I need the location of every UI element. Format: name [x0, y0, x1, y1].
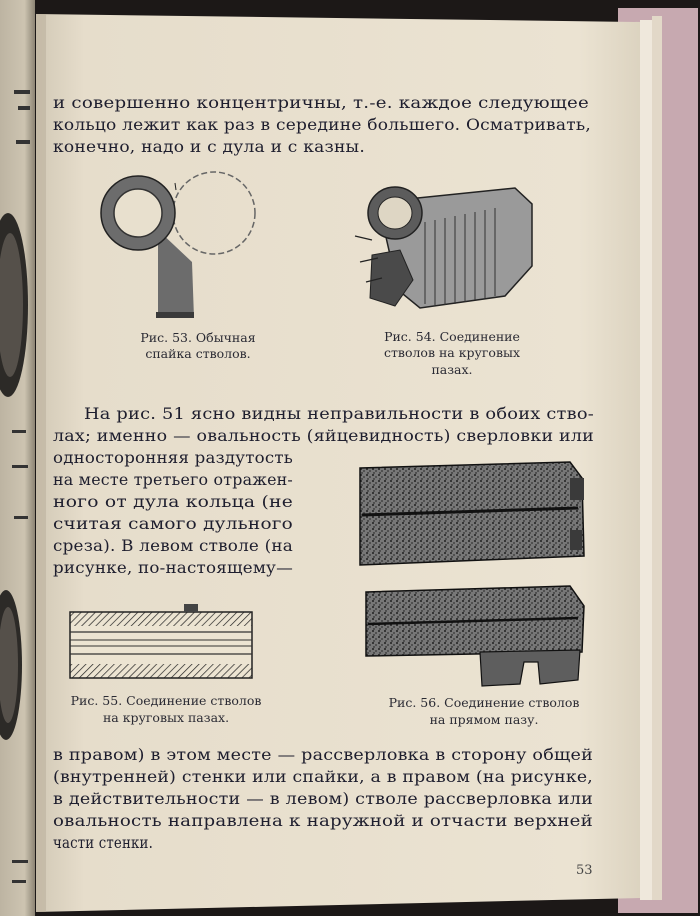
paragraph-1-line-1: и совершенно концентричны, т.-е. каждое следующее — [53, 94, 589, 112]
figure-53-caption-2: спайка стволов. — [145, 346, 251, 361]
paragraph-2-wrap-line-6: рисунке, по-настоящему— — [53, 559, 293, 577]
paragraph-3-line-2: (внутренней) стенки или спайки, а в правом (на рисунке, — [53, 768, 593, 786]
paragraph-3-line-1: в правом) в этом месте — рассверловка в сторону общей — [53, 746, 593, 764]
figure-56-caption-2: на прямом пазу. — [429, 712, 539, 727]
figure-55-caption-2: на круговых пазах. — [102, 710, 230, 725]
paragraph-3-line-3: в действительности — в левом) стволе рассверловка или — [53, 790, 593, 808]
figure-56-caption-1: Рис. 56. Соединение стволов — [388, 695, 580, 710]
figure-55 — [70, 604, 252, 678]
figure-54-caption-1: Рис. 54. Соединение — [384, 329, 520, 344]
paragraph-2-line-1: На рис. 51 ясно видны неправильности в обоих ство- — [84, 405, 594, 423]
paragraph-2-wrap-line-4: считая самого дульного — [53, 515, 293, 533]
figure-53-caption-1: Рис. 53. Обычная — [140, 330, 256, 345]
paragraph-2-wrap-line-5: среза). В левом стволе (на — [53, 537, 293, 555]
page-number: 53 — [576, 863, 593, 878]
paragraph-2-wrap-line-3: ного от дула кольца (не — [53, 493, 293, 511]
page-stack-edge — [640, 20, 652, 900]
left-facing-page — [0, 0, 35, 916]
paragraph-2-line-2: лах; именно — овальность (яйцевидность) сверловки или — [53, 427, 594, 445]
figure-55-caption-1: Рис. 55. Соединение стволов — [70, 693, 262, 708]
paragraph-2-wrap-line-2: на месте третьего отражен- — [53, 471, 293, 489]
figure-54-caption-3: пазах. — [431, 362, 473, 377]
figure-54-caption-2: стволов на круговых — [384, 345, 520, 360]
paragraph-2-wrap-line-1: односторонняя раздутость — [53, 449, 293, 467]
paragraph-1-line-3: конечно, надо и с дула и с казны. — [53, 138, 365, 156]
page-gutter-shadow — [36, 14, 46, 912]
paragraph-3-line-5: части стенки. — [53, 834, 153, 852]
paragraph-3-line-4: овальность направлена к наружной и отчасти верхней — [53, 812, 593, 830]
paragraph-1-line-2: кольцо лежит как раз в середине большего. Осматривать, — [53, 116, 591, 134]
